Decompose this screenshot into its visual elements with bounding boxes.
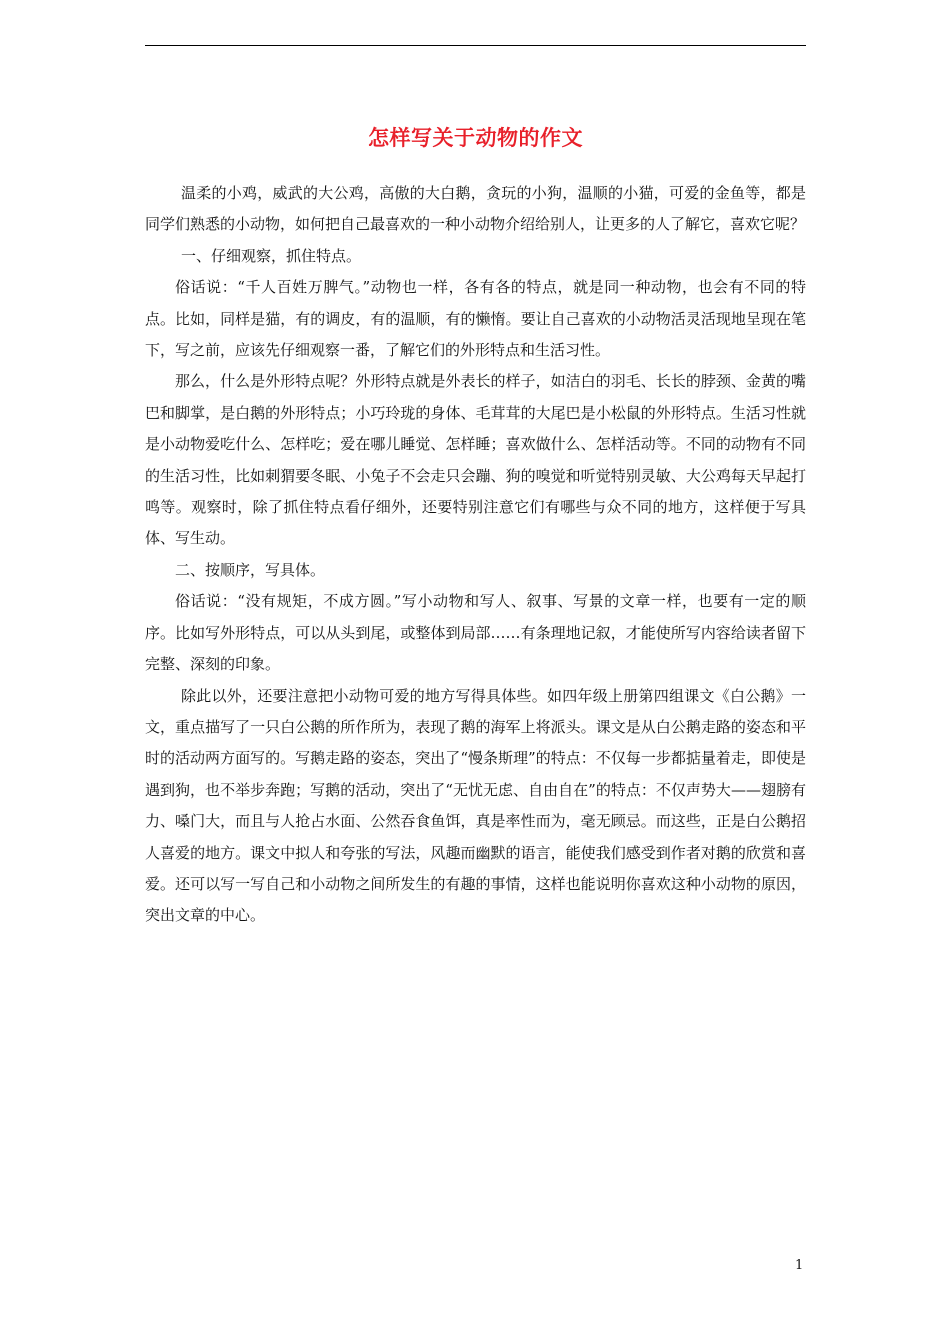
paragraph-details: 除此以外，还要注意把小动物可爱的地方写得具体些。如四年级上册第四组课文《白公鹅》一文，重点描写了一只白公鹅的所作所为，表现了鹅的海军上将派头。课文是从白公鹅走路的姿态和平时的活动两方面写的。写鹅走路的姿态，突出了“慢条斯理”的特点：不仅每一步都掂量着走，即使是遇到狗，也不举步奔跑；写鹅的活动，突出了“无忧无虑、自由自在”的特点：不仅声势大——翅膀有力、嗓门大，而且与人抢占水面、公然吞食鱼饵，真是率性而为，毫无顾忌。而这些，正是白公鹅招人喜爱的地方。课文中拟人和夸张的写法，风趣而幽默的语言，能使我们感受到作者对鹅的欣赏和喜爱。还可以写一写自己和小动物之间所发生的有趣的事情，这样也能说明你喜欢这种小动物的原因，突出文章的中心。 bbox=[145, 686, 806, 925]
section-heading-2: 二、按顺序，写具体。 bbox=[175, 560, 326, 579]
header-rule bbox=[145, 45, 806, 46]
paragraph-intro: 温柔的小鸡，威武的大公鸡，高傲的大白鹅，贪玩的小狗，温顺的小猫，可爱的金鱼等，都是同学们熟悉的小动物，如何把自己最喜欢的一种小动物介绍给别人，让更多的人了解它，喜欢它呢？ bbox=[145, 184, 806, 234]
page-title: 怎样写关于动物的作文 bbox=[368, 125, 583, 150]
page-number: 1 bbox=[795, 1258, 804, 1273]
paragraph-observe: 俗话说：“千人百姓万脾气。”动物也一样，各有各的特点，就是同一种动物，也会有不同的特点。比如，同样是猫，有的调皮，有的温顺，有的懒惰。要让自己喜欢的小动物活灵活现地呈现在笔下，写之前，应该先仔细观察一番，了解它们的外形特点和生活习性。 bbox=[145, 278, 806, 360]
paragraph-order: 俗话说：“没有规矩，不成方圆。”写小动物和写人、叙事、写景的文章一样，也要有一定的顺序。比如写外形特点，可以从头到尾，或整体到局部……有条理地记叙，才能使所写内容给读者留下完整、深刻的印象。 bbox=[145, 592, 806, 674]
paragraph-features: 那么，什么是外形特点呢？外形特点就是外表长的样子，如洁白的羽毛、长长的脖颈、金黄的嘴巴和脚掌，是白鹅的外形特点；小巧玲珑的身体、毛茸茸的大尾巴是小松鼠的外形特点。生活习性就是小动物爱吃什么、怎样吃；爱在哪儿睡觉、怎样睡；喜欢做什么、怎样活动等。不同的动物有不同的生活习性，比如刺猬要冬眠、小兔子不会走只会蹦、狗的嗅觉和听觉特别灵敏、大公鸡每天早起打鸣等。观察时，除了抓住特点看仔细外，还要特别注意它们有哪些与众不同的地方，这样便于写具体、写生动。 bbox=[145, 372, 806, 548]
article-body bbox=[145, 178, 806, 932]
section-heading-1: 一、仔细观察，抓住特点。 bbox=[181, 246, 362, 265]
